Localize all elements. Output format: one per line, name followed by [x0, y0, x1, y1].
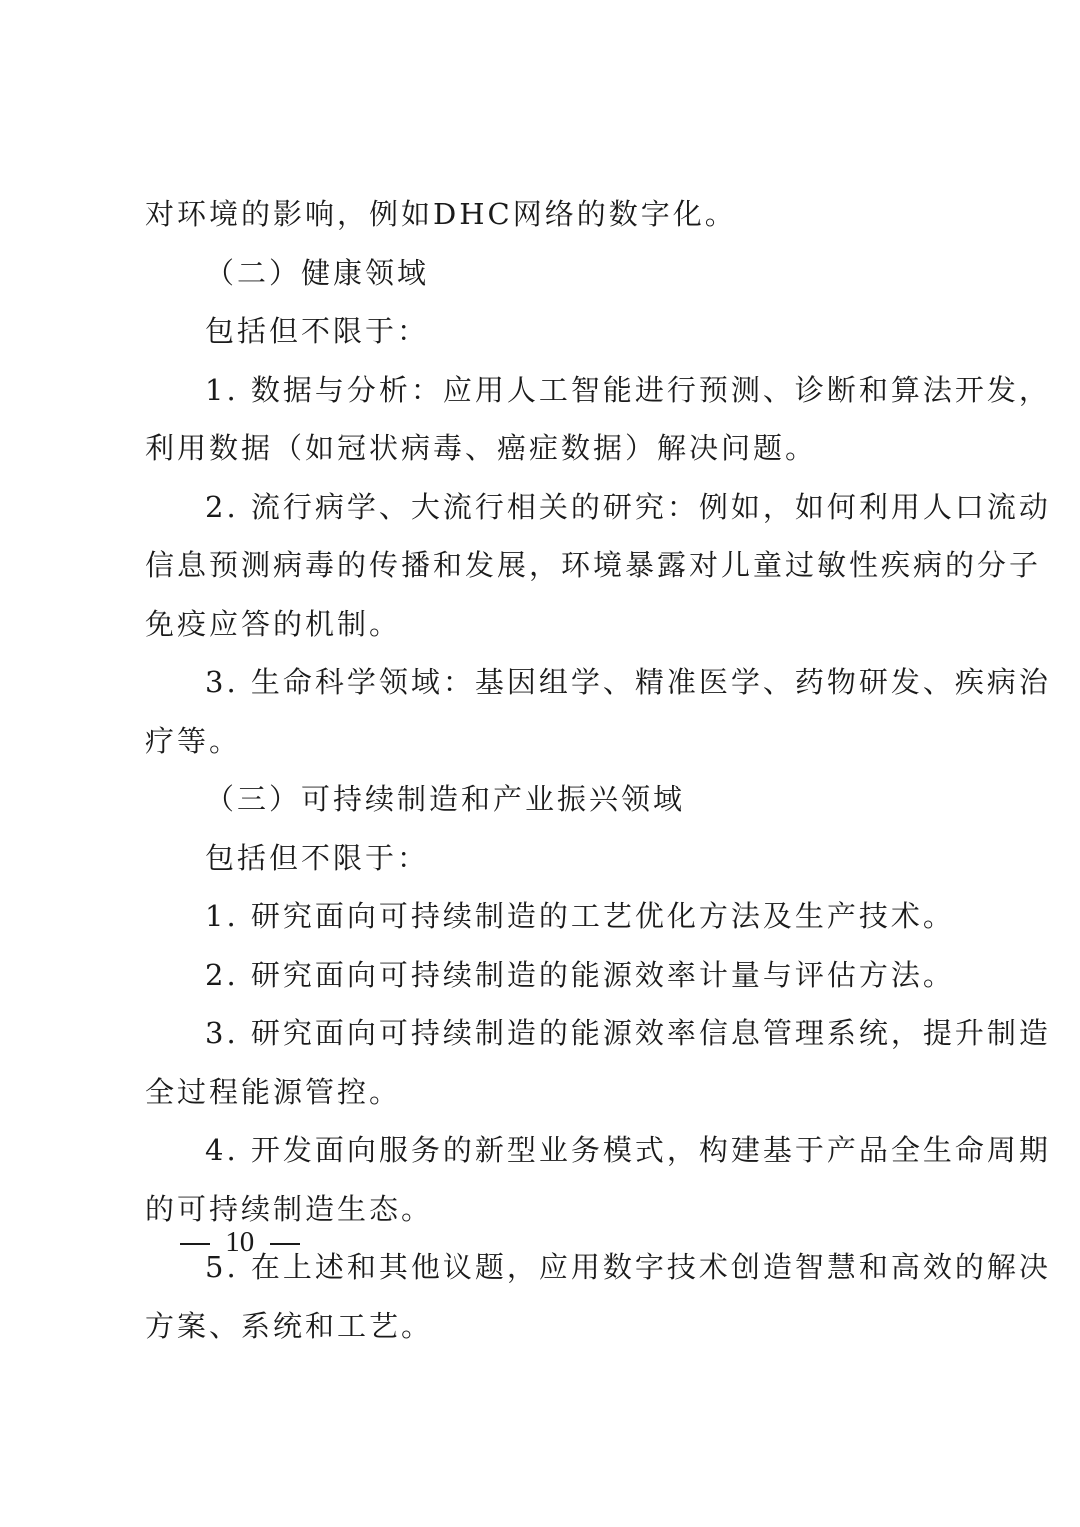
text-line: 的可持续制造生态。 [145, 1191, 434, 1226]
list-item: 1. 研究面向可持续制造的工艺优化方法及生产技术。 [205, 899, 955, 933]
text-line: 信息预测病毒的传播和发展，环境暴露对儿童过敏性疾病的分子 [145, 548, 1042, 582]
list-item: 3. 研究面向可持续制造的能源效率信息管理系统，提升制造 [205, 1016, 1051, 1050]
list-item: 2. 研究面向可持续制造的能源效率计量与评估方法。 [205, 957, 955, 992]
footer-dash-right [270, 1243, 300, 1245]
text-line: 利用数据（如冠状病毒、癌症数据）解决问题。 [145, 431, 818, 465]
list-item: 2. 流行病学、大流行相关的研究：例如，如何利用人口流动 [205, 489, 1051, 524]
page-footer [172, 1222, 308, 1262]
text-line: 疗等。 [145, 723, 242, 758]
text-line: 免疫应答的机制。 [145, 606, 402, 641]
text-line: 全过程能源管控。 [145, 1074, 402, 1109]
section-heading-manufacturing: （三）可持续制造和产业振兴领域 [205, 782, 686, 816]
list-item: 1. 数据与分析：应用人工智能进行预测、诊断和算法开发， [205, 372, 1051, 407]
list-item: 3. 生命科学领域：基因组学、精准医学、药物研发、疾病治 [205, 665, 1051, 699]
page-number: 10 [225, 1226, 255, 1258]
section-heading-health: （二）健康领域 [205, 255, 430, 290]
text-line: 对环境的影响，例如DHC网络的数字化。 [145, 197, 737, 231]
text-line: 包括但不限于： [205, 840, 430, 875]
body-text [145, 185, 1051, 1355]
footer-dash-left [180, 1243, 210, 1245]
list-item: 4. 开发面向服务的新型业务模式，构建基于产品全生命周期 [205, 1133, 1051, 1167]
list-item: 5. 在上述和其他议题，应用数字技术创造智慧和高效的解决 [205, 1250, 1051, 1284]
text-line: 方案、系统和工艺。 [145, 1308, 434, 1343]
text-line: 包括但不限于： [205, 314, 430, 348]
